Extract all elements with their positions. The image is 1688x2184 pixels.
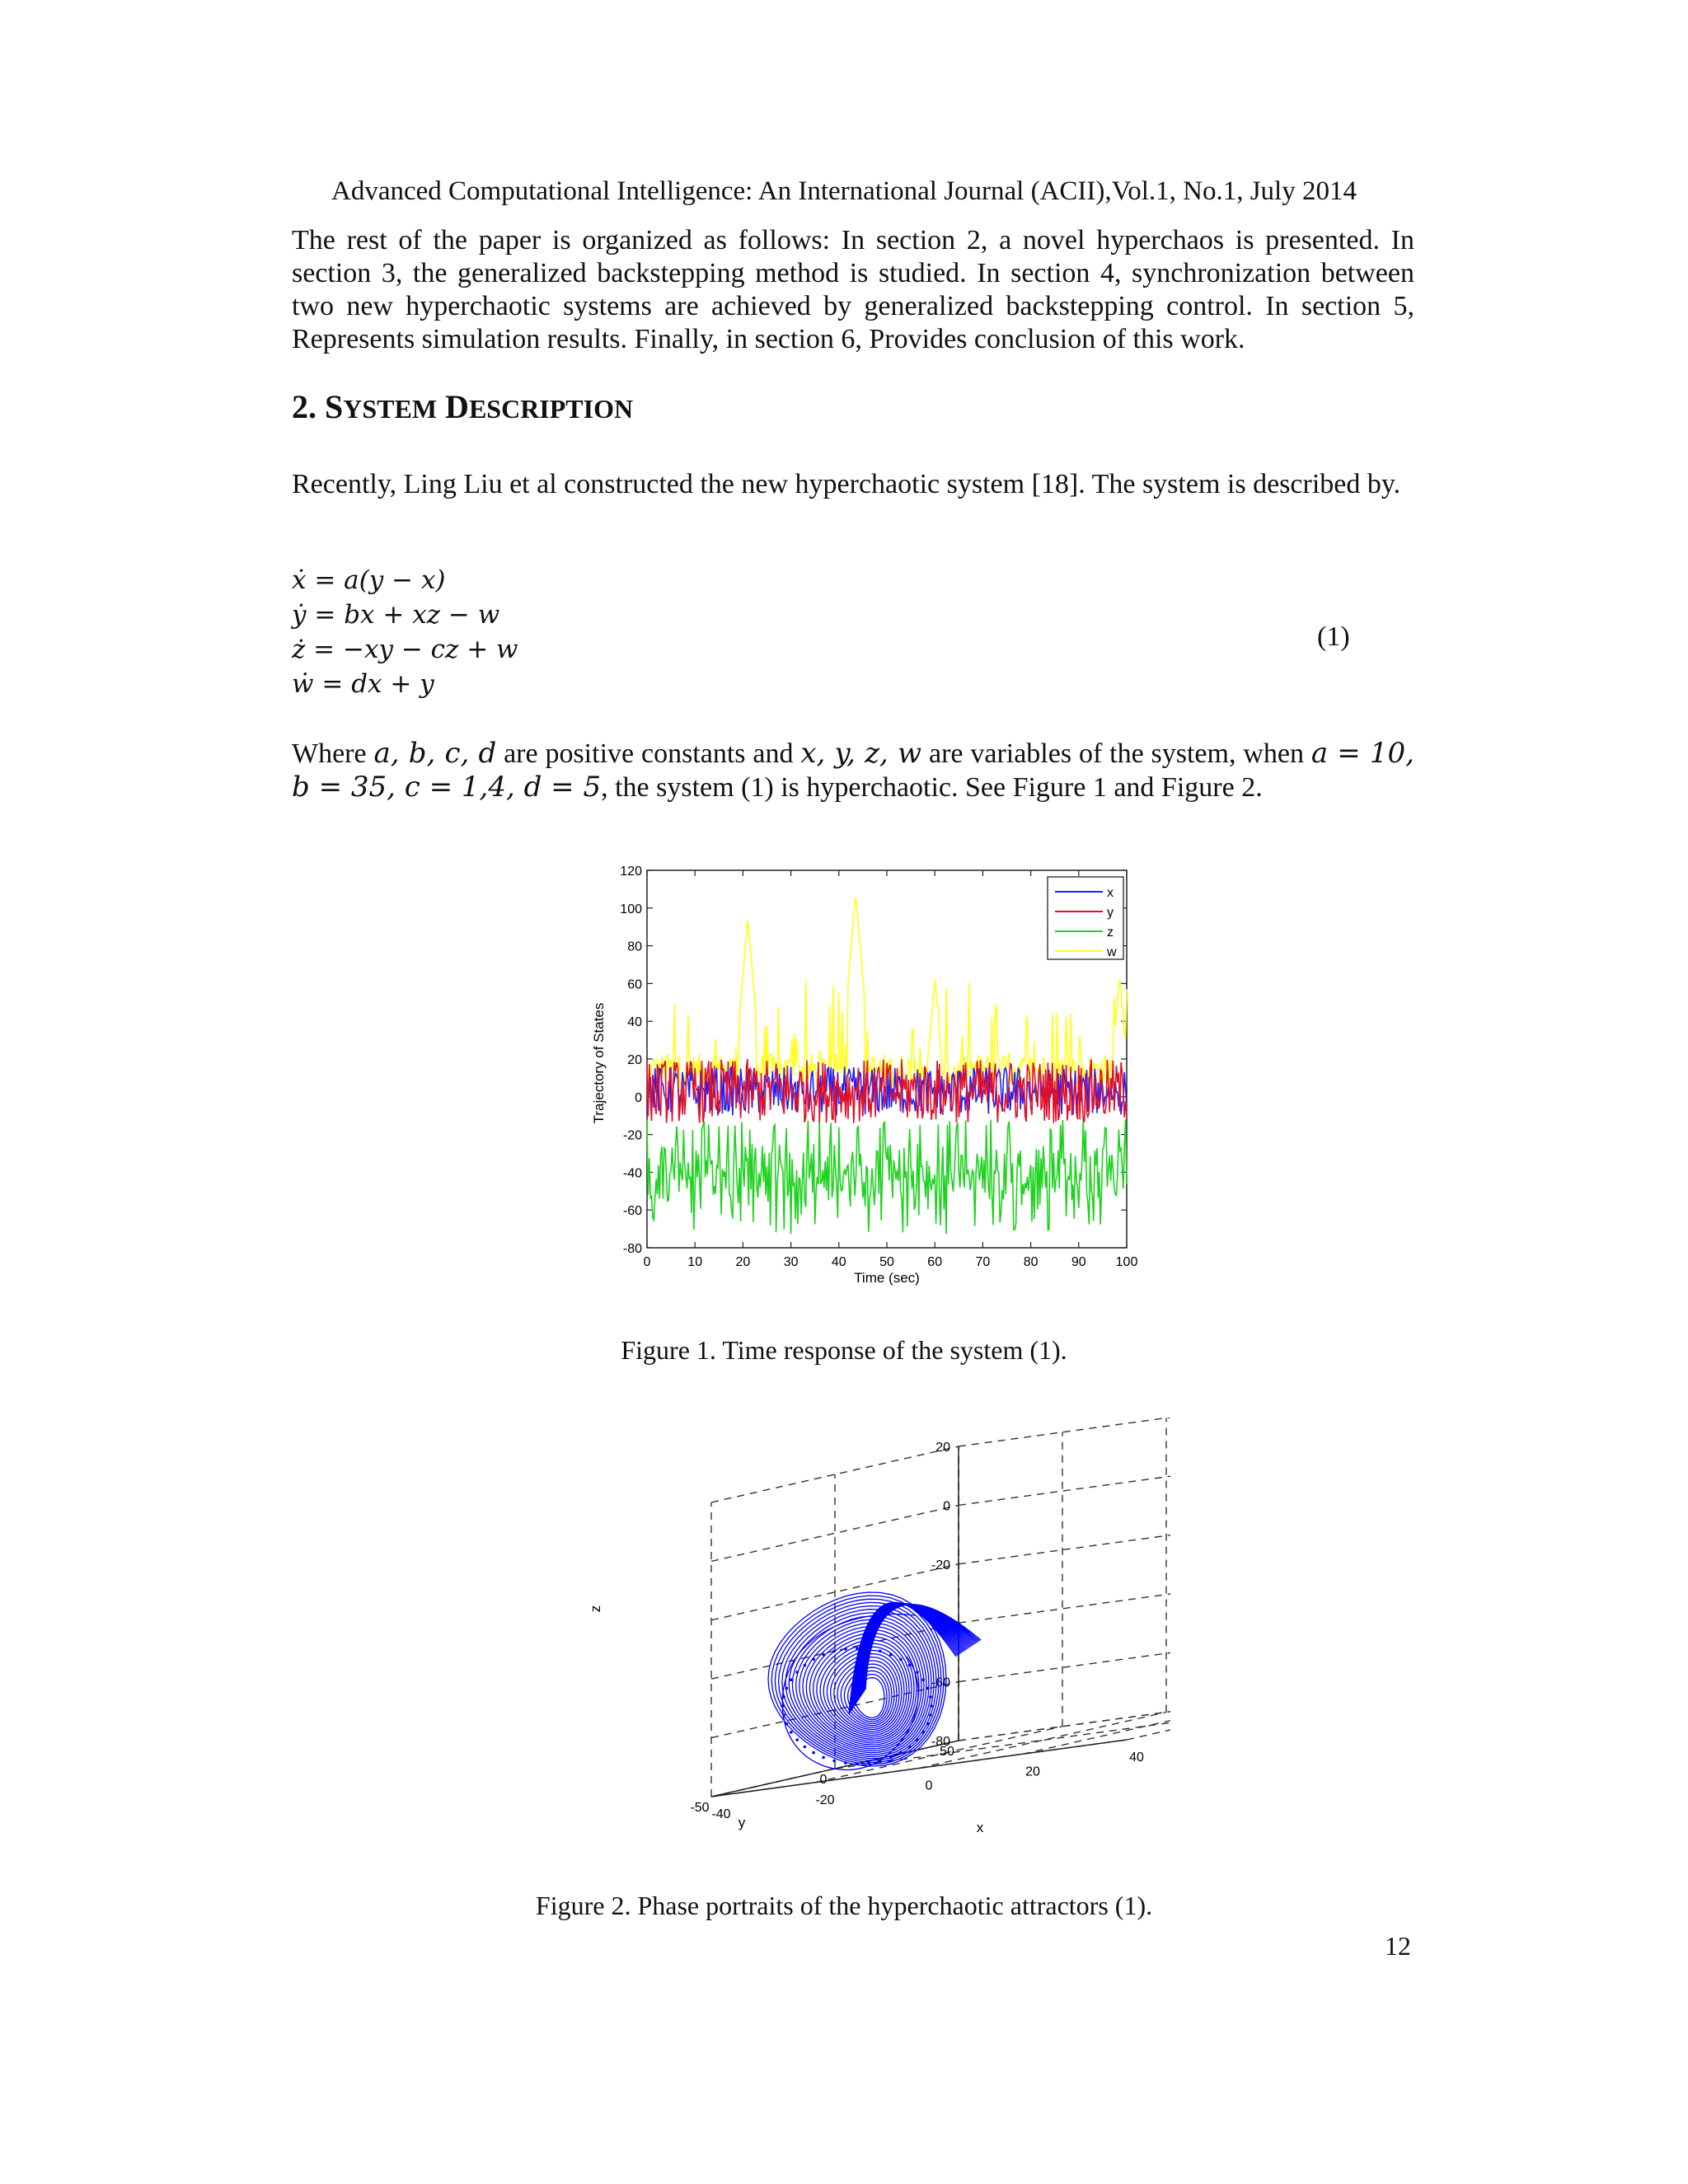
fig2-attractor-point: [921, 1731, 925, 1734]
intro-paragraph: The rest of the paper is organized as follows: In section 2, a novel hyperchaos is presented. In section 3, the generalized backstepping method is studied. In section 4, synchronization between two new hyperchaotic systems are achieved by generalized backstepping control. In section 5, Represents simulation results. Finally, in section 6, Provides conclusion of this work.: [292, 225, 1414, 354]
fig2-attractor-point: [916, 1671, 919, 1674]
fig1-xtick-label: 90: [1071, 1255, 1086, 1269]
fig1-ytick-label: 0: [635, 1090, 642, 1105]
fig1-xtick-label: 0: [643, 1255, 651, 1269]
fig2-grid-line: [959, 1507, 1170, 1564]
fig2-attractor-point: [899, 1751, 903, 1755]
fig1-ytick-label: 120: [620, 865, 642, 879]
fig2-attractor-point: [867, 1761, 870, 1765]
fig2-attractor-point: [832, 1650, 836, 1653]
fig2-attractor-point: [889, 1756, 893, 1760]
fig1-ytick-label: 20: [627, 1053, 642, 1067]
fig2-grid-line: [959, 1684, 1170, 1741]
journal-header: Advanced Computational Intelligence: An International Journal (ACII),Vol.1, No.1, July 2014: [331, 176, 1357, 206]
fig2-attractor-point: [785, 1687, 789, 1690]
fig2-attractor-point: [804, 1664, 807, 1667]
fig2-ztick-label: 0: [943, 1499, 950, 1514]
fig1-ytick-label: -80: [622, 1242, 642, 1256]
fig2-grid-line: [959, 1448, 1170, 1505]
equation-x: ẋ = a(y − x): [292, 565, 446, 595]
fig2-attractor-point: [930, 1704, 933, 1708]
fig1-ytick-label: 80: [627, 940, 642, 954]
fig2-attractor-point: [908, 1746, 912, 1749]
fig2-ztick-label: -80: [931, 1735, 950, 1749]
fig1-ytick-label: -40: [622, 1166, 642, 1181]
fig1-xtick-label: 100: [1115, 1255, 1138, 1269]
fig2-attractor-point: [929, 1713, 932, 1717]
figure-1-chart: [577, 857, 1154, 1302]
fig1-xtick-label: 70: [975, 1255, 991, 1269]
description-paragraph: Recently, Ling Liu et al constructed the new hyperchaotic system [18]. The system is described by.: [292, 469, 1401, 499]
fig1-xtick-label: 40: [831, 1255, 846, 1269]
fig2-ztick-label: -60: [931, 1675, 950, 1690]
fig2-xlabel: x: [976, 1820, 984, 1835]
fig2-ztick-label: 20: [935, 1441, 950, 1455]
fig2-attractor-point: [804, 1746, 807, 1749]
fig2-attractor-point: [781, 1704, 785, 1708]
fig1-legend-label-x: x: [1107, 886, 1114, 900]
section-cap-1: S: [325, 388, 344, 425]
fig2-attractor-point: [916, 1738, 919, 1741]
fig1-xtick-label: 60: [927, 1255, 943, 1269]
fig2-ztick-label: -20: [931, 1558, 950, 1572]
fig2-attractor-point: [889, 1653, 893, 1657]
fig1-legend-label-y: y: [1107, 906, 1114, 920]
section-rest-1: YSTEM: [343, 394, 438, 424]
fig2-attractor-point: [921, 1678, 925, 1681]
section-heading: [292, 387, 633, 426]
fig2-zlabel: z: [588, 1605, 603, 1613]
fig1-legend-label-z: z: [1107, 926, 1114, 940]
fig2-attractor-point: [782, 1713, 785, 1717]
fig2-xtick-label: 0: [925, 1779, 933, 1793]
section-cap-2: D: [445, 388, 469, 425]
where-paragraph: Where a, b, c, d are positive constants and x, y, z, w are variables of the system, when a = 10, b = 35, c = 1,4, d = 5, the system (1) is hyperchaotic. See Figure 1 and Figure 2.: [292, 737, 1414, 804]
equation-number: (1): [1317, 621, 1350, 652]
fig2-grid-line: [959, 1684, 1170, 1741]
page-number: 12: [1385, 1931, 1411, 1961]
fig2-attractor-point: [790, 1678, 793, 1681]
fig2-attractor-point: [832, 1760, 836, 1763]
fig2-grid-line: [959, 1566, 1170, 1623]
fig1-ytick-label: -60: [622, 1204, 642, 1219]
fig2-attractor-point: [879, 1760, 882, 1763]
fig2-attractor-point: [844, 1647, 847, 1651]
fig2-xtick-label: 40: [1129, 1750, 1144, 1765]
fig1-xlabel: Time (sec): [854, 1270, 920, 1286]
fig2-xtick-label: 20: [1025, 1765, 1040, 1779]
fig1-ytick-label: 100: [620, 902, 642, 916]
fig2-ztick-label: -40: [931, 1617, 950, 1632]
fig2-attractor-point: [812, 1658, 815, 1661]
fig2-attractor-point: [926, 1687, 930, 1690]
section-rest-2: ESCRIPTION: [468, 394, 634, 424]
fig2-attractor-point: [879, 1650, 882, 1653]
fig2-ytick-label: 50: [940, 1745, 954, 1759]
fig2-attractor-point: [856, 1647, 859, 1650]
fig2-grid-line: [959, 1625, 1170, 1682]
fig1-ytick-label: 40: [627, 1015, 642, 1030]
fig2-xtick-label: -40: [711, 1807, 731, 1821]
figure-2-chart: [577, 1418, 1170, 1846]
fig2-attractor-point: [856, 1762, 859, 1765]
fig2-grid-line: [959, 1418, 1170, 1446]
fig2-attractor-point: [899, 1658, 903, 1661]
equation-y: ẏ = bx + xz − w: [292, 600, 500, 630]
fig2-attractor-point: [822, 1653, 825, 1657]
fig2-ytick-label: -50: [690, 1801, 710, 1815]
section-number: 2.: [292, 388, 316, 425]
fig2-ytick-label: 0: [819, 1773, 828, 1787]
fig2-xtick-label: -20: [815, 1793, 835, 1807]
fig1-xtick-label: 80: [1023, 1255, 1039, 1269]
fig2-attractor-point: [782, 1695, 785, 1699]
fig2-attractor-point: [867, 1647, 870, 1651]
fig2-attractor-point: [844, 1761, 847, 1765]
fig2-attractor-point: [908, 1664, 912, 1667]
figure-1-caption: Figure 1. Time response of the system (1).: [621, 1335, 1067, 1365]
fig2-attractor-point: [790, 1731, 793, 1734]
fig2-attractor-point: [812, 1751, 815, 1755]
fig1-xtick-label: 30: [783, 1255, 799, 1269]
fig2-attractor-point: [929, 1695, 932, 1699]
fig1-ytick-label: -20: [622, 1128, 642, 1143]
figure-2-caption: Figure 2. Phase portraits of the hyperchaotic attractors (1).: [535, 1891, 1153, 1920]
fig2-attractor-point: [926, 1722, 930, 1726]
equation-z: ż = −xy − cz + w: [292, 635, 518, 664]
fig1-ylabel: Trajectory of States: [591, 1002, 607, 1124]
equation-w: ẇ = dx + y: [292, 669, 434, 699]
fig1-xtick-label: 50: [879, 1255, 894, 1269]
fig2-attractor-point: [795, 1671, 799, 1674]
fig2-attractor-point: [822, 1756, 825, 1760]
fig2-attractor-point: [795, 1738, 799, 1741]
fig2-ylabel: y: [738, 1815, 746, 1830]
fig1-legend-label-w: w: [1107, 945, 1117, 959]
fig1-ytick-label: 60: [627, 977, 642, 992]
fig2-grid-line: [1127, 1684, 1170, 1740]
fig1-xtick-label: 20: [735, 1255, 751, 1269]
fig2-attractor-point: [785, 1722, 789, 1726]
fig2-grid-line: [1023, 1698, 1170, 1754]
fig1-xtick-label: 10: [687, 1255, 703, 1269]
